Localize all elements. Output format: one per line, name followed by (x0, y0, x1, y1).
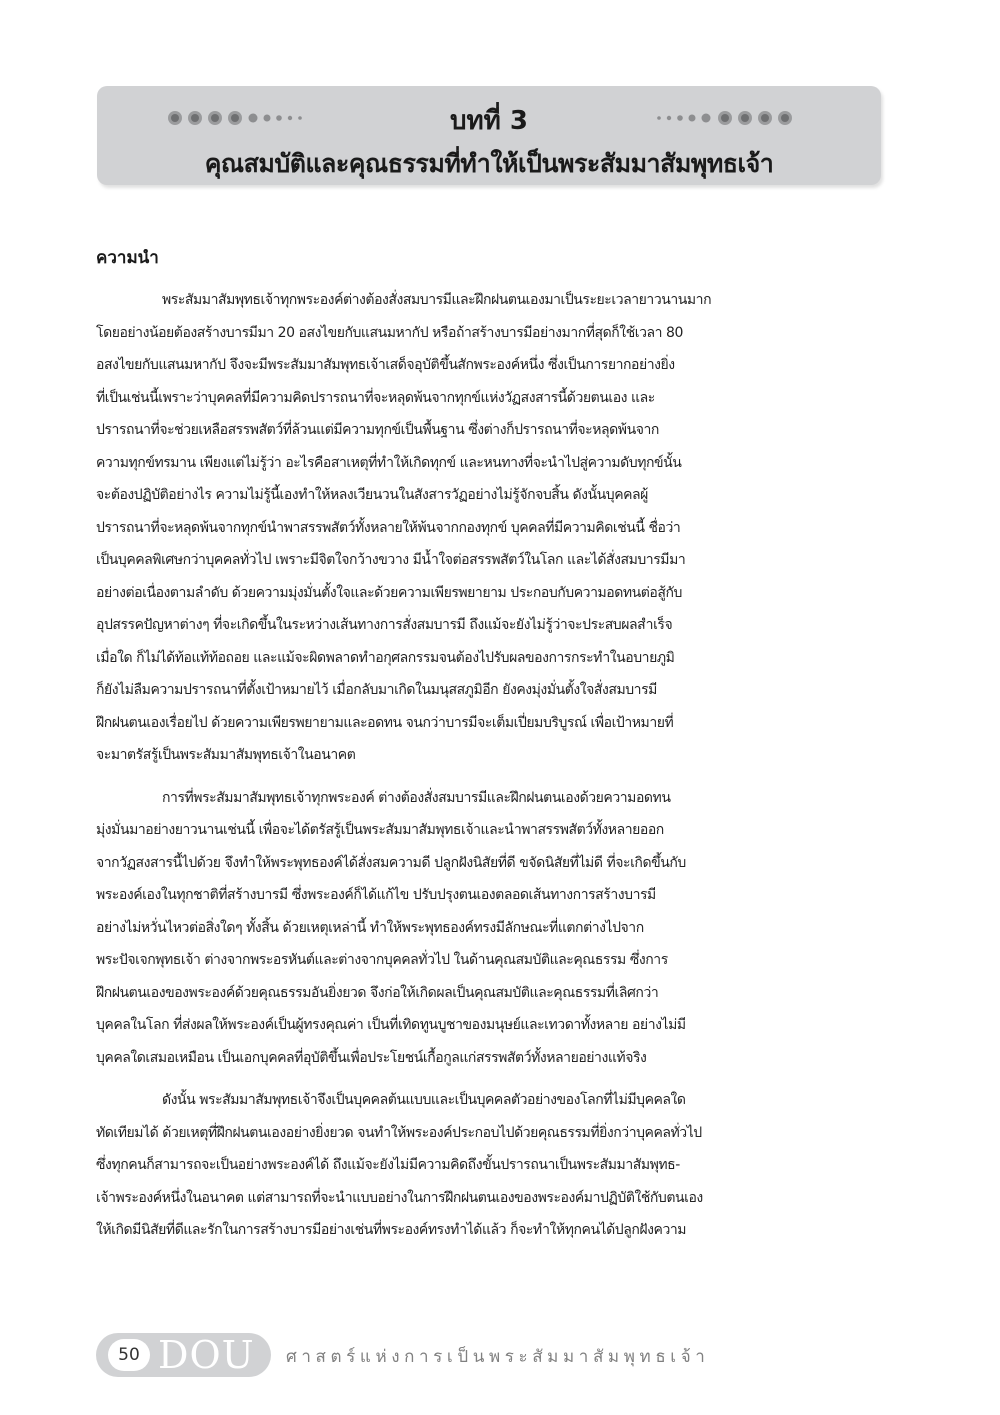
footer-logo: DOU (158, 1333, 255, 1377)
chapter-header (97, 86, 881, 185)
paragraph-1 (96, 284, 881, 772)
text-line: ดังนั้น พระสัมมาสัมพุทธเจ้าจึงเป็นบุคคลต้นแบบและเป็นบุคคลตัวอย่างของโลกที่ไม่มีบุคคลใด (162, 1092, 686, 1108)
text-line: อสงไขยกับแสนมหากัป จึงจะมีพระสัมมาสัมพุทธเจ้าเสด็จอุบัติขึ้นสักพระองค์หนึ่ง ซึ่งเป็นการยากอย่างยิ่ง (96, 357, 675, 373)
text-line: การที่พระสัมมาสัมพุทธเจ้าทุกพระองค์ ต่างต้องสั่งสมบารมีและฝึกฝนตนเองด้วยความอดทน (162, 789, 671, 806)
text-line: พระองค์เองในทุกชาติที่สร้างบารมี ซึ่งพระองค์ก็ได้แก้ไข ปรับปรุงตนเองตลอดเส้นทางการสร้างบารมี (96, 887, 656, 903)
footer-book-title: ศาสตร์แห่งการเป็นพระสัมมาสัมพุทธเจ้า (286, 1347, 710, 1367)
text-line: บุคคลในโลก ที่ส่งผลให้พระองค์เป็นผู้ทรงคุณค่า เป็นที่เทิดทูนบูชาของมนุษย์และเทวดาทั้งหลาย อย่างไม่มี (96, 1017, 686, 1033)
text-line: จะต้องปฏิบัติอย่างไร ความไม่รู้นี้เองทำให้หลงเวียนวนในสังสารวัฏอย่างไม่รู้จักจบสิ้น ดังนั้นบุคคลผู้ (96, 487, 648, 503)
text-line: ความทุกข์ทรมาน เพียงแต่ไม่รู้ว่า อะไรคือสาเหตุที่ทำให้เกิดทุกข์ และหนทางที่จะนำไปสู่ความดับทุกข์นั้น (96, 454, 682, 471)
text-line: ที่เป็นเช่นนี้เพราะว่าบุคคลที่มีความคิดปรารถนาที่จะหลุดพ้นจากทุกข์แห่งวัฏสงสารนี้ด้วยตนเอง และ (96, 389, 655, 406)
text-line: ปรารถนาที่จะหลุดพ้นจากทุกข์นำพาสรรพสัตว์ทั้งหลายให้พ้นจากกองทุกข์ บุคคลที่มีความคิดเช่นนี้ ชื่อว่า (96, 519, 681, 536)
text-line: พระสัมมาสัมพุทธเจ้าทุกพระองค์ต่างต้องสั่งสมบารมีและฝึกฝนตนเองมาเป็นระยะเวลายาวนานมาก (162, 292, 712, 308)
text-line: จากวัฏสงสารนี้ไปด้วย จึงทำให้พระพุทธองค์ได้สั่งสมความดี ปลูกฝังนิสัยที่ดี ขจัดนิสัยที่ไม่ดี ที่จะเกิดขึ้นกับ (96, 854, 686, 871)
text-line: เป็นบุคคลพิเศษกว่าบุคคลทั่วไป เพราะมีจิตใจกว้างขวาง มีน้ำใจต่อสรรพสัตว์ในโลก และได้สั่งสมบารมีมา (96, 552, 686, 568)
text-line: ปรารถนาที่จะช่วยเหลือสรรพสัตว์ที่ล้วนแต่มีความทุกข์เป็นพื้นฐาน ซึ่งต่างก็ปรารถนาที่จะหลุดพ้นจาก (96, 422, 659, 438)
text-line: เจ้าพระองค์หนึ่งในอนาคต แต่สามารถที่จะนำแบบอย่างในการฝึกฝนตนเองของพระองค์มาปฏิบัติใช้กับตนเอง (96, 1189, 703, 1206)
text-line: ก็ยังไม่ลืมความปรารถนาที่ตั้งเป้าหมายไว้ เมื่อกลับมาเกิดในมนุสสภูมิอีก ยังคงมุ่งมั่นตั้งใจสั่งสมบารมี (96, 682, 657, 698)
text-line: บุคคลใดเสมอเหมือน เป็นเอกบุคคลที่อุบัติขึ้นเพื่อประโยชน์เกื้อกูลแก่สรรพสัตว์ทั้งหลายอย่างแท้จริง (96, 1049, 647, 1066)
chapter-title: คุณสมบัติและคุณธรรมที่ทำให้เป็นพระสัมมาสัมพุทธเจ้า (204, 149, 774, 178)
body-text (96, 284, 881, 1257)
paragraph-3 (96, 1084, 881, 1247)
chapter-number: บทที่ 3 (450, 106, 528, 136)
text-line: มุ่งมั่นมาอย่างยาวนานเช่นนี้ เพื่อจะได้ตรัสรู้เป็นพระสัมมาสัมพุทธเจ้าและนำพาสรรพสัตว์ทั้งหลายออก (96, 822, 664, 838)
text-line: ให้เกิดมีนิสัยที่ดีและรักในการสร้างบารมีอย่างเช่นที่พระองค์ทรงทำได้แล้ว ก็จะทำให้ทุกคนได้ปลูกฝังความ (96, 1222, 687, 1238)
text-line: ทัดเทียมได้ ด้วยเหตุที่ฝึกฝนตนเองอย่างยิ่งยวด จนทำให้พระองค์ประกอบไปด้วยคุณธรรมที่ยิ่งกว่าบุคคลทั่วไป (96, 1124, 702, 1141)
page-footer (96, 1333, 896, 1377)
text-line: อย่างต่อเนื่องตามลำดับ ด้วยความมุ่งมั่นตั้งใจและด้วยความเพียรพยายาม ประกอบกับความอดทนต่อสู้กับ (96, 584, 682, 601)
text-line: ฝึกฝนตนเองเรื่อยไป ด้วยความเพียรพยายามและอดทน จนกว่าบารมีจะเต็มเปี่ยมบริบูรณ์ เพื่อเป้าหมายที่ (96, 714, 674, 731)
text-line: อุปสรรคปัญหาต่างๆ ที่จะเกิดขึ้นในระหว่างเส้นทางการสั่งสมบารมี ถึงแม้จะยังไม่รู้ว่าจะประสบผลสำเร็จ (96, 617, 673, 633)
footer-badge (96, 1333, 271, 1377)
text-line: ซึ่งทุกคนก็สามารถจะเป็นอย่างพระองค์ได้ ถึงแม้จะยังไม่มีความคิดถึงขั้นปรารถนาเป็นพระสัมมาสัมพุทธ- (96, 1157, 680, 1173)
page-number: 50 (108, 1339, 150, 1371)
section-heading: ความนำ (96, 248, 159, 268)
text-line: พระปัจเจกพุทธเจ้า ต่างจากพระอรหันต์และต่างจากบุคคลทั่วไป ในด้านคุณสมบัติและคุณธรรม ซึ่งการ (96, 952, 668, 968)
text-line: โดยอย่างน้อยต้องสร้างบารมีมา 20 อสงไขยกับแสนมหากัป หรือถ้าสร้างบารมีอย่างมากที่สุดก็ใช้เวลา 80 (96, 324, 683, 341)
text-line: อย่างไม่หวั่นไหวต่อสิ่งใดๆ ทั้งสิ้น ด้วยเหตุเหล่านี้ ทำให้พระพุทธองค์ทรงมีลักษณะที่แตกต่างไปจาก (96, 919, 644, 936)
paragraph-2 (96, 782, 881, 1075)
text-line: ฝึกฝนตนเองของพระองค์ด้วยคุณธรรมอันยิ่งยวด จึงก่อให้เกิดผลเป็นคุณสมบัติและคุณธรรมที่เลิศกว่า (96, 984, 659, 1001)
text-line: เมื่อใด ก็ไม่ได้ท้อแท้ท้อถอย และแม้จะผิดพลาดทำอกุศลกรรมจนต้องไปรับผลของการกระทำในอบายภูมิ (96, 649, 675, 666)
text-line: จะมาตรัสรู้เป็นพระสัมมาสัมพุทธเจ้าในอนาคต (96, 747, 356, 763)
decorative-dots-right-icon (653, 108, 803, 128)
